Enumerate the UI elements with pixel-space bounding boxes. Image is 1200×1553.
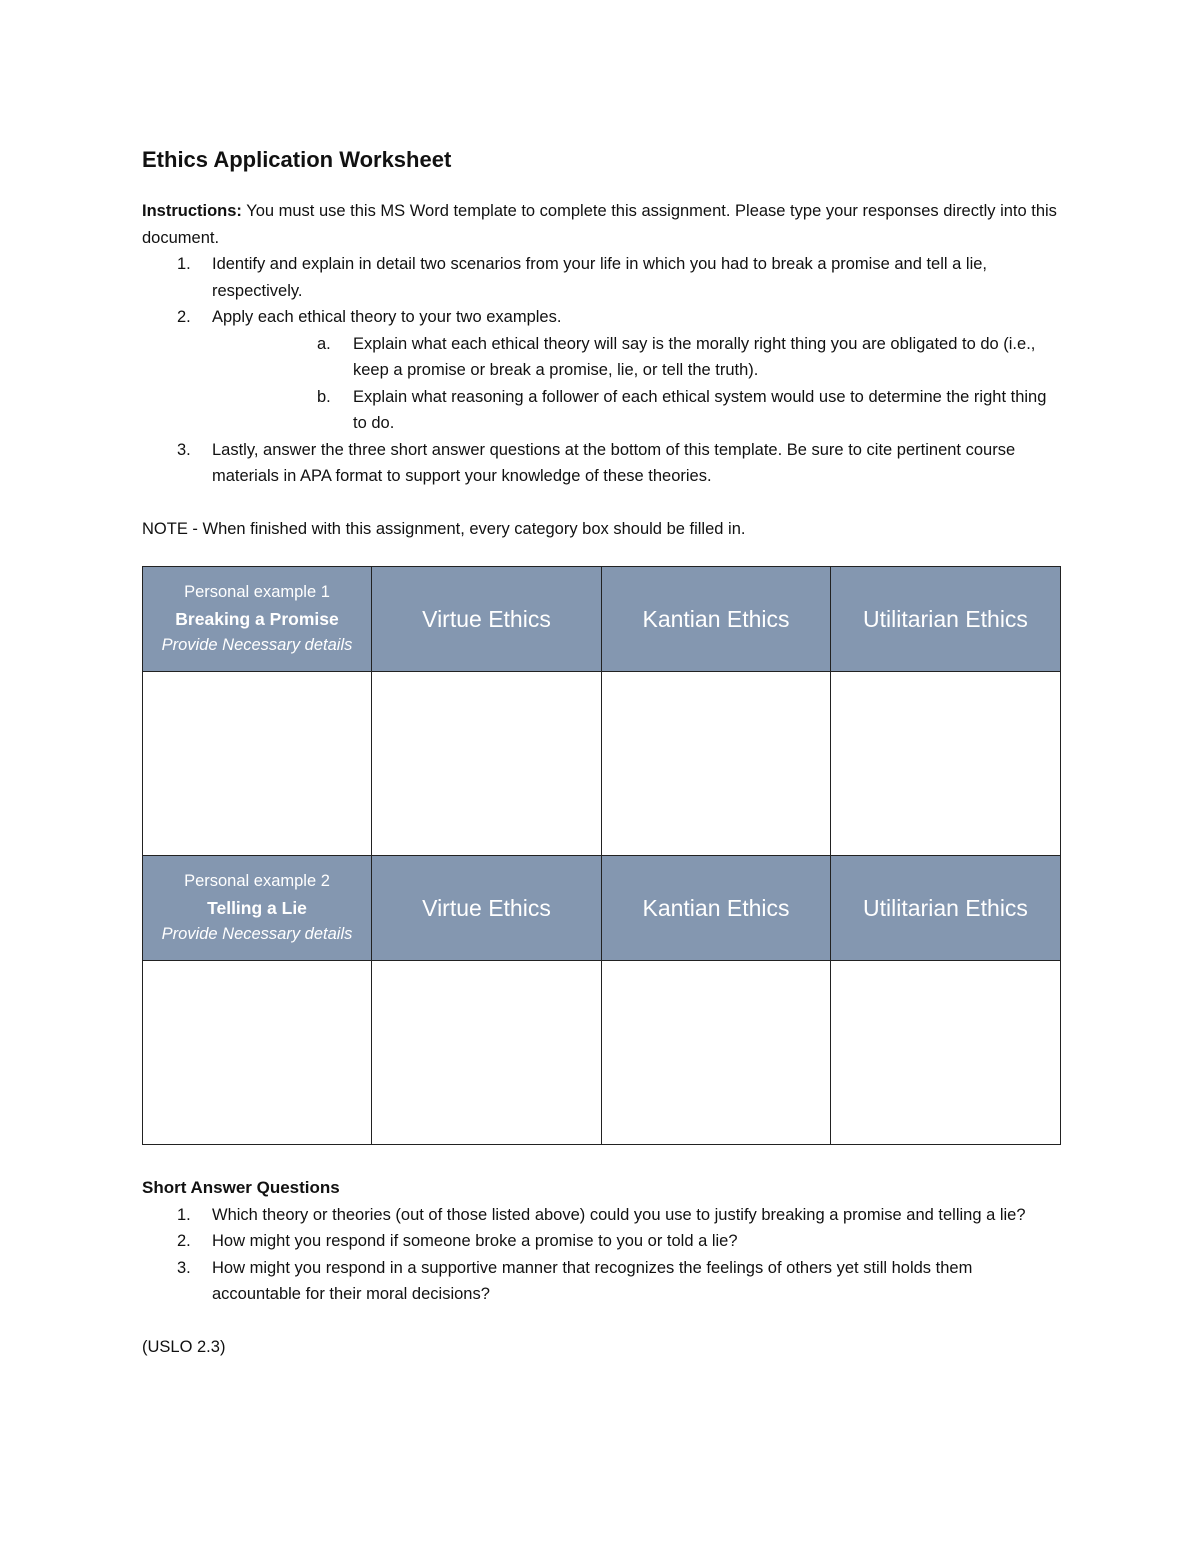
example-answer-cell[interactable] — [143, 672, 372, 856]
table-header-row — [143, 856, 1061, 961]
theory-header-cell: Utilitarian Ethics — [831, 567, 1061, 672]
short-answer-title: Short Answer Questions — [142, 1178, 340, 1197]
instruction-sublist — [212, 331, 1060, 437]
short-answer-list — [142, 1202, 1060, 1308]
ethics-table — [142, 566, 1061, 1145]
example-label: Personal example 1 — [184, 583, 330, 602]
example-topic: Breaking a Promise — [175, 608, 339, 629]
table-answer-row — [143, 672, 1061, 856]
table-header-row — [143, 567, 1061, 672]
instructions-label: Instructions: — [142, 202, 242, 220]
question-item — [142, 1228, 1060, 1255]
theory-header-cell: Virtue Ethics — [372, 567, 602, 672]
example-topic: Telling a Lie — [207, 897, 307, 918]
document-title: Ethics Application Worksheet — [142, 147, 452, 172]
note-text: NOTE - When finished with this assignment, every category box should be filled in. — [142, 519, 746, 538]
theory-header-cell: Kantian Ethics — [602, 567, 831, 672]
list-number: 2. — [177, 1232, 191, 1250]
example-header-cell — [143, 856, 372, 961]
question-text: How might you respond in a supportive manner that recognizes the feelings of others yet still holds them accountable for their moral decisions? — [212, 1258, 973, 1303]
example-answer-cell[interactable] — [143, 961, 372, 1145]
instruction-text: Identify and explain in detail two scenarios from your life in which you had to break a promise and tell a lie, respectively. — [212, 255, 988, 300]
virtue-answer-cell[interactable] — [372, 672, 602, 856]
question-item — [142, 1255, 1060, 1308]
instruction-subtext: Explain what each ethical theory will say is the morally right thing you are obligated to do (i.e., keep a promise or break a promise, lie, or tell the truth). — [353, 334, 1036, 379]
uslo-code: (USLO 2.3) — [142, 1337, 226, 1356]
list-letter: b. — [317, 387, 331, 406]
example-label: Personal example 2 — [184, 872, 330, 891]
example-hint: Provide Necessary details — [161, 636, 353, 655]
kantian-answer-cell[interactable] — [602, 672, 831, 856]
example-header-cell — [143, 567, 372, 672]
list-number: 3. — [177, 440, 191, 459]
list-number: 1. — [177, 1205, 191, 1224]
instruction-subitem — [212, 384, 1060, 437]
list-number: 2. — [177, 308, 191, 326]
instructions-list — [142, 251, 1060, 490]
question-item — [142, 1202, 1060, 1229]
instruction-subitem — [212, 331, 1060, 384]
document-page — [142, 144, 1060, 1360]
instructions-paragraph — [142, 198, 1060, 251]
theory-header-cell: Utilitarian Ethics — [831, 856, 1061, 961]
instruction-item — [142, 437, 1060, 490]
utilitarian-answer-cell[interactable] — [831, 672, 1061, 856]
kantian-answer-cell[interactable] — [602, 961, 831, 1145]
example-hint: Provide Necessary details — [161, 925, 353, 944]
theory-header-cell: Kantian Ethics — [602, 856, 831, 961]
instruction-subtext: Explain what reasoning a follower of each ethical system would use to determine the right thing to do. — [353, 387, 1047, 432]
instruction-text: Apply each ethical theory to your two examples. — [212, 308, 562, 326]
theory-header-cell: Virtue Ethics — [372, 856, 602, 961]
question-text: Which theory or theories (out of those listed above) could you use to justify breaking a promise and telling a lie? — [212, 1205, 1026, 1224]
question-text: How might you respond if someone broke a promise to you or told a lie? — [212, 1232, 738, 1250]
list-number: 1. — [177, 255, 191, 273]
instructions-text: You must use this MS Word template to complete this assignment. Please type your responses directly into this document. — [142, 202, 1057, 247]
instruction-item — [142, 251, 1060, 304]
table-answer-row — [143, 961, 1061, 1145]
list-letter: a. — [317, 334, 331, 353]
virtue-answer-cell[interactable] — [372, 961, 602, 1145]
list-number: 3. — [177, 1258, 191, 1277]
instruction-text: Lastly, answer the three short answer questions at the bottom of this template. Be sure to cite pertinent course materials in APA format to support your knowledge of these theories. — [212, 440, 1016, 485]
instruction-item — [142, 304, 1060, 437]
utilitarian-answer-cell[interactable] — [831, 961, 1061, 1145]
